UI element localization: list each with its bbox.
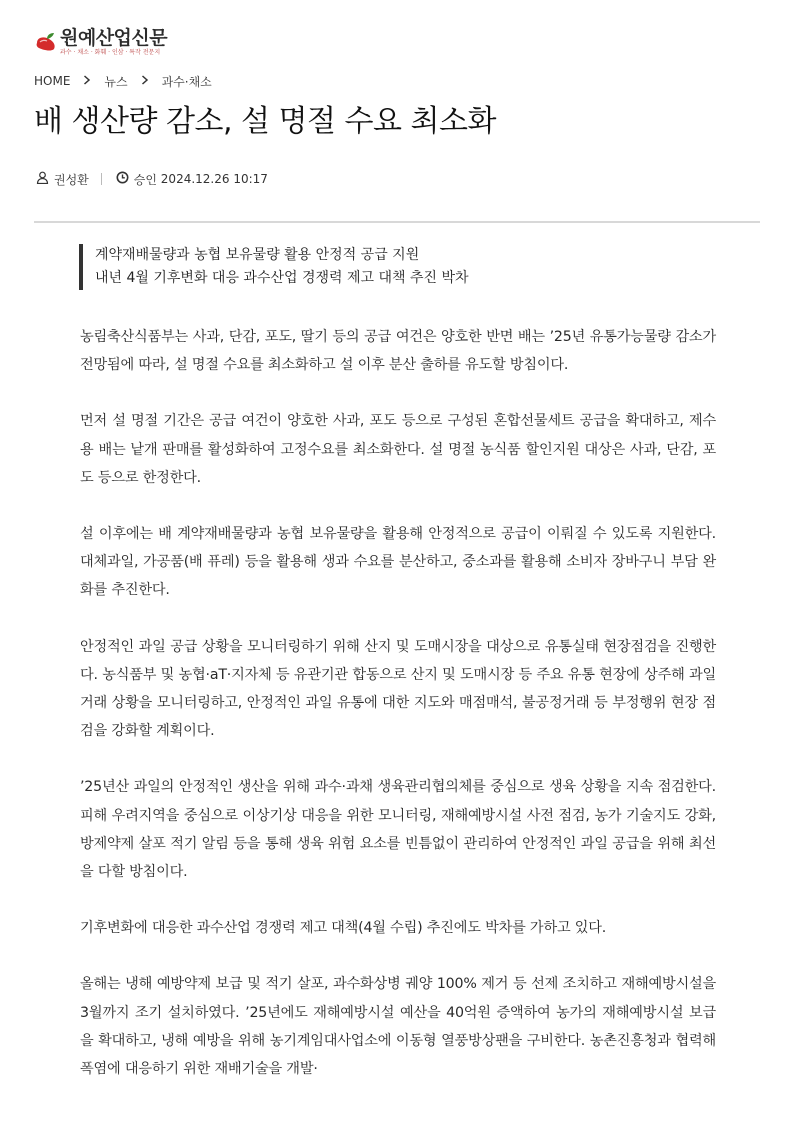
body-paragraph: 올해는 냉해 예방약제 보급 및 적기 살포, 과수화상병 궤양 100% 제거 등 선제 조치하고 재해예방시설을 3월까지 조기 설치하였다. ’25년에도 재해예방시설 예산을 40억원 증액하여 농가의 재해예방시설 보급을 확대하고, 냉해 예방을 위해 농기계임대사업소에 이동형 열풍방상팬을 구비한다. 농촌진흥청과 협력해 폭염에 대응하기 위한 재배기술을 개발· — [80, 976, 716, 1078]
body-paragraph: 설 이후에는 배 계약재배물량과 농협 보유물량을 활용해 안정적으로 공급이 이뤄질 수 있도록 지원한다. 대체과일, 가공품(배 퓨레) 등을 활용해 생과 수요를 분산하고, 중소과를 활용해 소비자 장바구니 부담 완화를 추진한다. — [80, 526, 716, 599]
subheading: 계약재배물량과 농협 보유물량 활용 안정적 공급 지원 — [95, 247, 420, 263]
body-paragraph: 먼저 설 명절 기간은 공급 여건이 양호한 사과, 포도 등으로 구성된 혼합선물세트 공급을 확대하고, 제수용 배는 낱개 판매를 활성화하여 고정수요를 최소화한다. 설 명절 농식품 할인지원 대상은 사과, 단감, 포도 등으로 한정한다. — [80, 413, 716, 486]
header-divider — [34, 221, 760, 223]
chevron-right-icon — [78, 74, 96, 88]
breadcrumb — [34, 73, 212, 89]
chevron-right-icon — [136, 74, 154, 88]
approved-datetime: 2024.12.26 10:17 — [160, 172, 268, 186]
body-paragraph: 안정적인 과일 공급 상황을 모니터링하기 위해 산지 및 도매시장을 대상으로 유통실태 현장점검을 진행한다. 농식품부 및 농협·aT·지자체 등 유관기관 합동으로 산지 및 도매시장 등 주요 유통 현장에 상주해 과일 거래 상황을 모니터링하고, 안정적인 과일 유통에 대한 지도와 매점매석, 불공정거래 등 부정행위 현장 점검을 강화할 계획이다. — [80, 638, 716, 740]
pepper-logo-icon — [34, 31, 58, 53]
body-paragraph: 농림축산식품부는 사과, 단감, 포도, 딸기 등의 공급 여건은 양호한 반면 배는 ’25년 유통가능물량 감소가 전망됨에 따라, 설 명절 수요를 최소화하고 설 이후 분산 출하를 유도할 방침이다. — [80, 329, 716, 374]
breadcrumb-section-link[interactable]: 과수·채소 — [161, 74, 212, 89]
body-paragraph: 기후변화에 대응한 과수산업 경쟁력 제고 대책(4월 수립) 추진에도 박차를 가하고 있다. — [80, 920, 607, 937]
page-title: 배 생산량 감소, 설 명절 수요 최소화 — [34, 104, 496, 139]
breadcrumb-news-link[interactable]: 뉴스 — [104, 74, 128, 89]
site-logo[interactable] — [34, 26, 167, 58]
breadcrumb-home-link[interactable]: HOME — [34, 74, 71, 88]
logo-tagline: 과수 · 채소 · 화훼 · 인삼 · 특작 전문지 — [60, 48, 161, 56]
user-icon — [36, 171, 54, 187]
author-name[interactable]: 권성환 — [54, 172, 89, 187]
subheading: 내년 4월 기후변화 대응 과수산업 경쟁력 제고 대책 추진 박차 — [95, 270, 469, 286]
clock-icon — [116, 171, 134, 187]
logo-name: 원예산업신문 — [60, 26, 168, 49]
article-meta — [36, 170, 268, 188]
article-subheadings — [79, 244, 735, 290]
body-paragraph: ’25년산 과일의 안정적인 생산을 위해 과수·과채 생육관리협의체를 중심으로 생육 상황을 지속 점검한다. 피해 우려지역을 중심으로 이상기상 대응을 위한 모니터링, 재해예방시설 사전 점검, 농가 기술지도 강화, 방제약제 살포 적기 알림 등을 통해 생육 위험 요소를 빈틈없이 관리하여 안정적인 과일 공급을 위해 최선을 다할 방침이다. — [80, 779, 716, 881]
article-body — [80, 323, 716, 1111]
meta-divider — [101, 173, 102, 185]
approved-label: 승인 — [133, 172, 157, 187]
